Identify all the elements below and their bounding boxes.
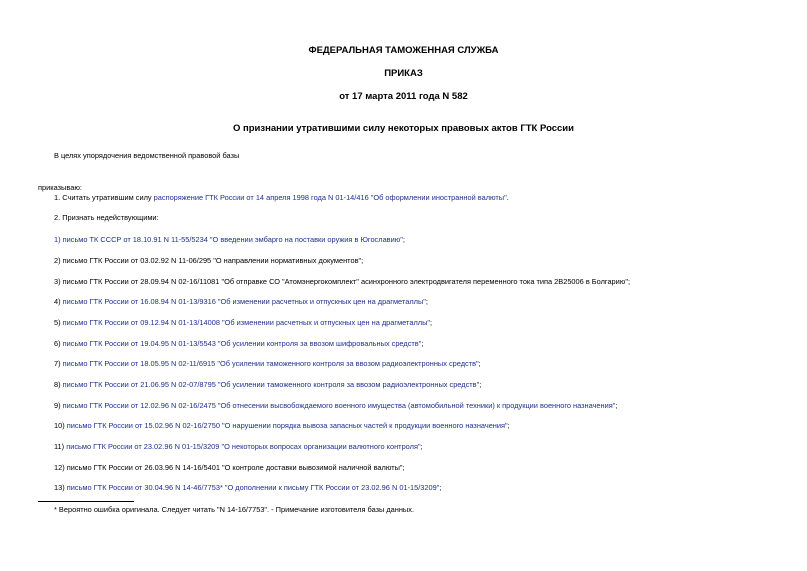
- list-item-link[interactable]: письмо ГТК России от 15.02.96 N 02-16/2750 "О нарушении порядка вывоза запасных частей к продукции военного назначения": [66, 421, 508, 430]
- list-item: 2) письмо ГТК России от 03.02.92 N 11-06/295 "О направлении нормативных документов";: [54, 256, 364, 265]
- agency-title: ФЕДЕРАЛЬНАЯ ТАМОЖЕННАЯ СЛУЖБА: [308, 45, 499, 56]
- list-item: 1) письмо ТК СССР от 18.10.91 N 11-55/5234 "О введении эмбарго на поставки оружия в Югославию";: [54, 235, 405, 244]
- item-1-prefix: 1. Считать утратившим силу: [54, 193, 154, 202]
- footnote: * Вероятно ошибка оригинала. Следует читать "N 14-16/7753". - Примечание изготовителя базы данных.: [54, 505, 414, 514]
- list-item: 9) письмо ГТК России от 12.02.96 N 02-16/2475 "Об отнесении высвобождаемого военного имущества (автомобильной техники) к продукции военного назначения";: [54, 401, 618, 410]
- list-item: 4) письмо ГТК России от 16.08.94 N 01-13/9316 "Об изменении расчетных и отпускных цен на драгметаллы";: [54, 297, 428, 306]
- list-item: 13) письмо ГТК России от 30.04.96 N 14-46/7753* "О дополнении к письму ГТК России от 23.02.96 N 01-15/3209";: [54, 483, 442, 492]
- item-1-link[interactable]: распоряжение ГТК России от 14 апреля 1998 года N 01-14/416 "Об оформлении иностранной валюты": [153, 193, 507, 202]
- list-item: 10) письмо ГТК России от 15.02.96 N 02-16/2750 "О нарушении порядка вывоза запасных частей к продукции военного назначения";: [54, 421, 510, 430]
- list-item-link[interactable]: письмо ГТК России от 18.05.95 N 02-11/6915 "Об усилении таможенного контроля за ввозом радиоэлектронных средств": [62, 359, 479, 368]
- list-item: 3) письмо ГТК России от 28.09.94 N 02-16/11081 "Об отправке СО "Атомэнергокомплект" асинхронного электродвигателя переменного тока типа 2В25006 в Болгарию";: [54, 277, 631, 286]
- list-item-link[interactable]: письмо ГТК России от 30.04.96 N 14-46/7753* "О дополнении к письму ГТК России от 23.02.96 N 01-15/3209": [66, 483, 440, 492]
- list-item-link[interactable]: 1) письмо ТК СССР от 18.10.91 N 11-55/5234 "О введении эмбарго на поставки оружия в Югославию": [54, 235, 403, 244]
- item-1: [54, 193, 509, 202]
- list-item-link[interactable]: письмо ГТК России от 23.02.96 N 01-15/3209 "О некоторых вопросах организации валютного контроля": [66, 442, 421, 451]
- list-item-link[interactable]: письмо ГТК России от 21.06.95 N 02-07/8795 "Об усилении таможенного контроля за ввозом радиоэлектронных средств": [62, 380, 480, 389]
- list-item-link[interactable]: письмо ГТК России от 09.12.94 N 01-13/14008 "Об изменении расчетных и отпускных цен на драгметаллы": [62, 318, 431, 327]
- list-item: 11) письмо ГТК России от 23.02.96 N 01-15/3209 "О некоторых вопросах организации валютного контроля";: [54, 442, 423, 451]
- doc-date-number: от 17 марта 2011 года N 582: [339, 91, 468, 102]
- list-item: 12) письмо ГТК России от 26.03.96 N 14-16/5401 "О контроле доставки вывозимой наличной валюты";: [54, 463, 405, 472]
- list-item-link[interactable]: письмо ГТК России от 12.02.96 N 02-16/2475 "Об отнесении высвобождаемого военного имущества (автомобильной техники) к продукции военного назначения": [62, 401, 616, 410]
- list-item-link[interactable]: письмо ГТК России от 16.08.94 N 01-13/9316 "Об изменении расчетных и отпускных цен на драгметаллы": [62, 297, 426, 306]
- list-item: 8) письмо ГТК России от 21.06.95 N 02-07/8795 "Об усилении таможенного контроля за ввозом радиоэлектронных средств";: [54, 380, 482, 389]
- item-2: 2. Признать недействующими:: [54, 213, 159, 222]
- list-item: 7) письмо ГТК России от 18.05.95 N 02-11/6915 "Об усилении таможенного контроля за ввозом радиоэлектронных средств";: [54, 359, 481, 368]
- order-word: приказываю:: [38, 183, 82, 192]
- footnote-divider: [38, 501, 134, 502]
- doc-type: ПРИКАЗ: [384, 68, 423, 79]
- item-1-suffix: .: [506, 193, 509, 202]
- doc-subject: О признании утратившими силу некоторых правовых актов ГТК России: [232, 123, 574, 134]
- list-item: 6) письмо ГТК России от 19.04.95 N 01-13/5543 "Об усилении контроля за ввозом шифровальных средств";: [54, 339, 424, 348]
- list-item: 5) письмо ГТК России от 09.12.94 N 01-13/14008 "Об изменении расчетных и отпускных цен на драгметаллы";: [54, 318, 433, 327]
- list-item-link[interactable]: письмо ГТК России от 19.04.95 N 01-13/5543 "Об усилении контроля за ввозом шифровальных средств": [62, 339, 422, 348]
- preamble: В целях упорядочения ведомственной правовой базы: [54, 151, 240, 160]
